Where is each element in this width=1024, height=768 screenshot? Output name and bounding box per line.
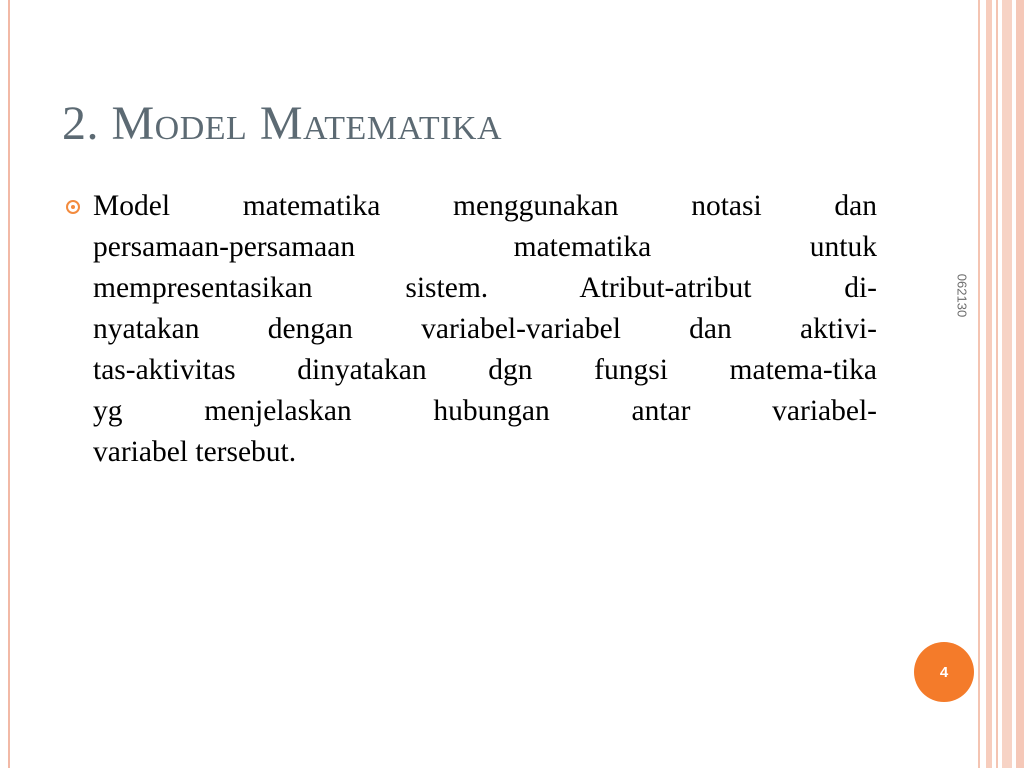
right-decoration-stripe	[996, 0, 998, 768]
right-decoration-stripe	[1002, 0, 1012, 768]
side-date-code: 062130	[954, 273, 970, 318]
paragraph-line: mempresentasikan sistem. Atribut-atribut di-	[93, 272, 877, 304]
right-decoration-stripe	[978, 0, 980, 768]
paragraph-line: Model matematika menggunakan notasi dan	[93, 190, 877, 222]
paragraph-line: yg menjelaskan hubungan antar variabel-	[93, 395, 877, 427]
bullet-paragraph	[93, 186, 877, 473]
page-number: 4	[939, 663, 949, 681]
paragraph-line: nyatakan dengan variabel-variabel dan aktivi-	[93, 313, 877, 345]
right-decoration-stripe	[986, 0, 992, 768]
paragraph-line: variabel tersebut.	[93, 436, 297, 468]
left-border-line	[8, 0, 10, 768]
paragraph-line: persamaan-persamaan matematika untuk	[93, 231, 877, 263]
page-number-badge	[914, 642, 974, 702]
paragraph-line: tas-aktivitas dinyatakan dgn fungsi matema-tika	[93, 354, 877, 386]
circle-bullet-icon	[66, 200, 80, 214]
right-decoration-stripe	[1016, 0, 1024, 768]
slide-title: 2. Model Matematika	[62, 97, 503, 150]
